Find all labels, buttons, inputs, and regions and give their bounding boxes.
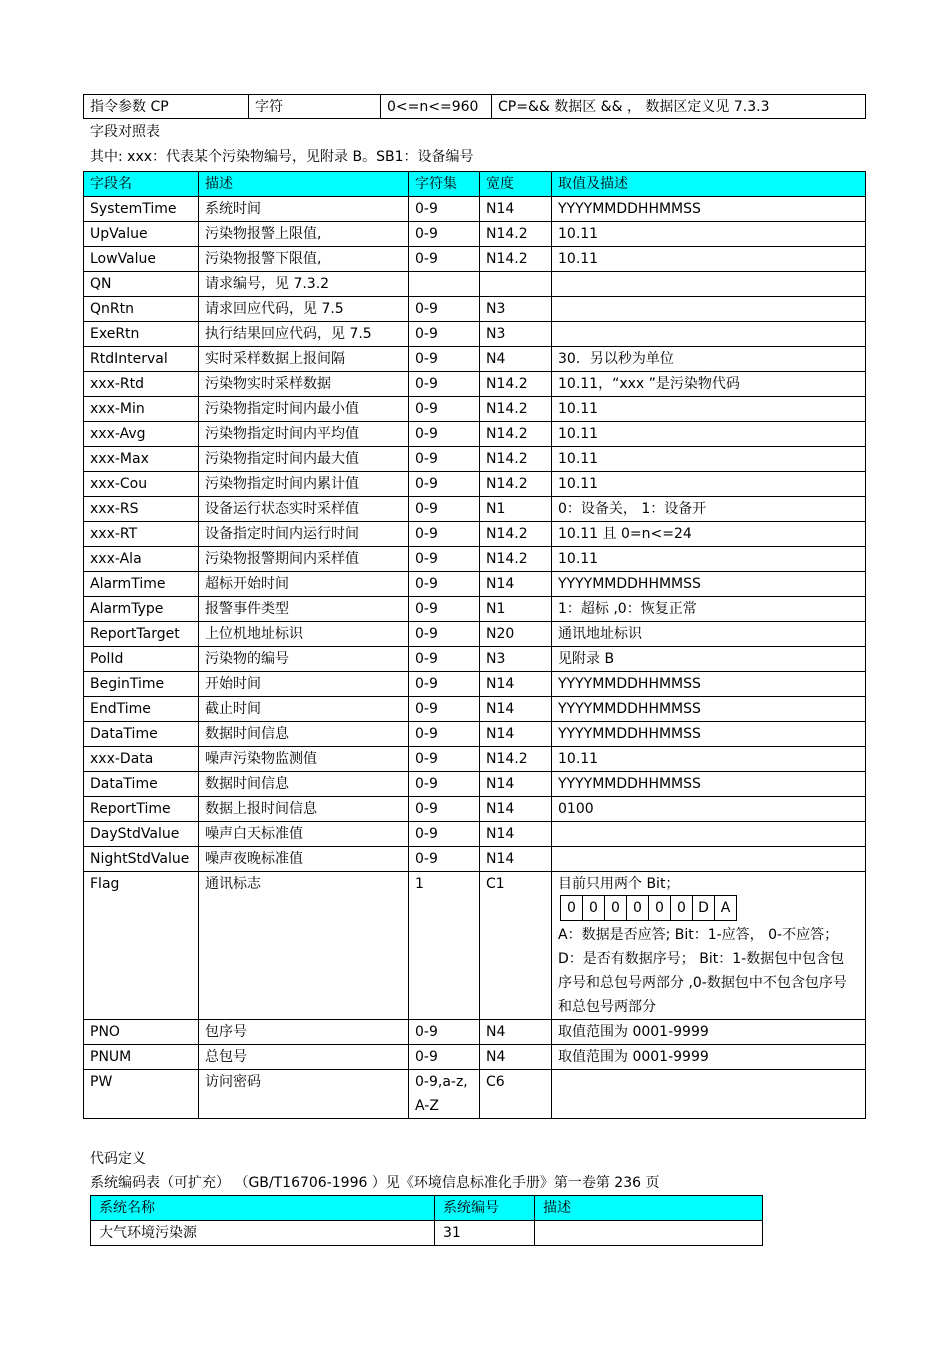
header-cell: 描述 [199,172,409,197]
command-param-table [83,94,866,119]
header-cell: 字符集 [409,172,480,197]
field-cell: N14.2 [480,522,552,547]
field-cell: 系统时间 [199,197,409,222]
field-cell: DataTime [84,772,199,797]
field-cell: N14.2 [480,472,552,497]
field-cell: 见附录 B [552,647,866,672]
field-cell: EndTime [84,697,199,722]
flag-bit: A [715,896,737,921]
system-code-header [91,1196,763,1221]
field-cell: N3 [480,297,552,322]
field-table [83,171,866,1119]
field-cell: 开始时间 [199,672,409,697]
flag-bit: 0 [561,896,583,921]
field-cell: 上位机地址标识 [199,622,409,647]
table-row [84,822,866,847]
header-cell: 宽度 [480,172,552,197]
field-cell: YYYYMMDDHHMMSS [552,572,866,597]
field-cell: xxx-Data [84,747,199,772]
field-cell: N14 [480,772,552,797]
field-cell: 噪声污染物监测值 [199,747,409,772]
table-row [84,197,866,222]
field-cell: 0-9 [409,622,480,647]
field-cell: xxx-Avg [84,422,199,447]
pw-desc: 访问密码 [199,1070,409,1119]
code-def-title: 代码定义 [90,1151,146,1167]
field-cell: 0-9 [409,672,480,697]
field-cell: N14 [480,197,552,222]
table-row [84,472,866,497]
field-cell: 污染物报警下限值, [199,247,409,272]
field-cell: 污染物指定时间内最小值 [199,397,409,422]
field-cell: 设备指定时间内运行时间 [199,522,409,547]
table-row [84,322,866,347]
field-cell: YYYYMMDDHHMMSS [552,772,866,797]
table-row [84,347,866,372]
field-cell: 截止时间 [199,697,409,722]
table-row [84,372,866,397]
field-cell: 数据时间信息 [199,722,409,747]
field-cell: 0-9 [409,372,480,397]
table-row [84,297,866,322]
field-cell: 请求回应代码，见 7.5 [199,297,409,322]
header-cell: 字段名 [84,172,199,197]
field-cell: 0：设备关， 1：设备开 [552,497,866,522]
field-cell: 0-9 [409,447,480,472]
field-cell: N14.2 [480,547,552,572]
field-cell: RtdInterval [84,347,199,372]
field-cell: N14.2 [480,222,552,247]
field-cell: N1 [480,597,552,622]
field-cell: 10.11 [552,422,866,447]
field-cell: YYYYMMDDHHMMSS [552,197,866,222]
field-cell: 10.11 且 0=n<=24 [552,522,866,547]
cmd-cell: 指令参数 CP [84,95,249,119]
field-cell: N14 [480,672,552,697]
table-row [84,747,866,772]
field-cell: 0-9 [409,247,480,272]
field-cell: BeginTime [84,672,199,697]
field-cell: DayStdValue [84,822,199,847]
field-cell [552,297,866,322]
field-cell: DataTime [84,722,199,747]
field-cell: SystemTime [84,197,199,222]
table-row [84,647,866,672]
field-cell: 10.11 [552,747,866,772]
field-cell: 0-9 [409,522,480,547]
field-cell: N3 [480,322,552,347]
field-cell: 0-9 [409,1045,480,1070]
field-cell: 取值范围为 0001-9999 [552,1020,866,1045]
field-cell: xxx-RT [84,522,199,547]
field-cell: N4 [480,1020,552,1045]
header-cell: 取值及描述 [552,172,866,197]
table-row [84,622,866,647]
field-cell: 数据上报时间信息 [199,797,409,822]
field-cell [552,822,866,847]
field-cell: N3 [480,647,552,672]
table-row [84,272,866,297]
field-cell [552,272,866,297]
table-row [84,772,866,797]
system-name-cell: 大气环境污染源 [91,1221,435,1246]
field-cell: 0-9 [409,347,480,372]
table-row [84,422,866,447]
field-cell: 0-9 [409,722,480,747]
field-cell: N14.2 [480,247,552,272]
field-cell: 0-9 [409,797,480,822]
field-cell: 污染物指定时间内累计值 [199,472,409,497]
field-cell: 噪声白天标准值 [199,822,409,847]
flag-bit: 0 [627,896,649,921]
field-cell: 污染物指定时间内最大值 [199,447,409,472]
field-cell: PNUM [84,1045,199,1070]
flag-intro: 目前只用两个 Bit； [558,876,680,892]
flag-bit: D [693,896,715,921]
field-cell: 10.11 [552,247,866,272]
field-cell [552,322,866,347]
field-cell: 0-9 [409,697,480,722]
field-cell: 0-9 [409,322,480,347]
pw-charset-line: A-Z [415,1098,439,1114]
field-cell: YYYYMMDDHHMMSS [552,697,866,722]
field-cell: 请求编号，见 7.3.2 [199,272,409,297]
field-cell [552,847,866,872]
field-cell: 0-9 [409,472,480,497]
field-table-note: 其中: xxx：代表某个污染物编号，见附录 B。SB1：设备编号 [90,149,474,165]
field-cell: 0-9 [409,772,480,797]
field-cell: 0-9 [409,597,480,622]
field-cell: 超标开始时间 [199,572,409,597]
field-cell: ReportTarget [84,622,199,647]
field-cell: YYYYMMDDHHMMSS [552,672,866,697]
field-cell: 0-9 [409,422,480,447]
table-row [84,397,866,422]
field-cell: N14 [480,722,552,747]
field-cell: 实时采样数据上报间隔 [199,347,409,372]
field-cell: N14 [480,797,552,822]
pw-charset [409,1070,480,1119]
field-cell: 污染物实时采样数据 [199,372,409,397]
field-cell: 10.11 [552,472,866,497]
field-cell: N14 [480,572,552,597]
pw-width: C6 [480,1070,552,1119]
table-row [84,572,866,597]
field-table-header [84,172,866,197]
field-cell: 报警事件类型 [199,597,409,622]
cmd-cell: 字符 [249,95,381,119]
field-cell: YYYYMMDDHHMMSS [552,722,866,747]
cmd-cell: 0<=n<=960 [381,95,492,119]
field-cell: PNO [84,1020,199,1045]
field-cell: xxx-Ala [84,547,199,572]
field-cell: N14 [480,847,552,872]
field-cell: 包序号 [199,1020,409,1045]
table-row [91,1221,763,1246]
field-cell: 10.11 [552,547,866,572]
field-table-title: 字段对照表 [90,124,160,140]
field-cell: 污染物报警上限值, [199,222,409,247]
system-desc-cell [535,1221,763,1246]
flag-charset: 1 [409,872,480,1020]
field-cell: 0100 [552,797,866,822]
field-cell: QnRtn [84,297,199,322]
table-row-flag [84,872,866,1020]
field-cell: 通讯地址标识 [552,622,866,647]
field-cell: UpValue [84,222,199,247]
field-cell: PolId [84,647,199,672]
system-code-table [90,1195,763,1246]
pw-name: PW [84,1070,199,1119]
field-cell: 0-9 [409,847,480,872]
table-row [84,522,866,547]
field-cell: N14.2 [480,397,552,422]
field-cell: 执行结果回应代码，见 7.5 [199,322,409,347]
flag-width: C1 [480,872,552,1020]
field-table-body [84,197,866,1119]
table-row [84,497,866,522]
table-row [84,722,866,747]
table-row [84,247,866,272]
cmd-cell: CP=&& 数据区 && ， 数据区定义见 7.3.3 [492,95,866,119]
flag-bit: 0 [605,896,627,921]
field-cell: 数据时间信息 [199,772,409,797]
field-cell: 设备运行状态实时采样值 [199,497,409,522]
flag-bits [560,895,737,921]
field-cell: N14 [480,822,552,847]
table-row-pw [84,1070,866,1119]
flag-bit: 0 [583,896,605,921]
field-cell: 污染物报警期间内采样值 [199,547,409,572]
field-cell: N4 [480,1045,552,1070]
field-cell: xxx-Max [84,447,199,472]
field-cell: N4 [480,347,552,372]
field-cell: 0-9 [409,297,480,322]
field-cell: xxx-Min [84,397,199,422]
field-cell: xxx-RS [84,497,199,522]
table-row [84,697,866,722]
field-cell: ReportTime [84,797,199,822]
field-cell: QN [84,272,199,297]
field-cell: 0-9 [409,397,480,422]
field-cell: 0-9 [409,647,480,672]
field-cell: 0-9 [409,547,480,572]
field-cell: N14.2 [480,447,552,472]
system-code-cell: 31 [435,1221,535,1246]
flag-bit: 0 [649,896,671,921]
sys-code-note: 系统编码表（可扩充） （GB/T16706-1996 ）见《环境信息标准化手册》第一卷第 236 页 [90,1175,660,1191]
field-cell: 10.11 [552,447,866,472]
pw-charset-line: 0-9,a-z, [415,1074,468,1090]
field-cell: 0-9 [409,222,480,247]
flag-name: Flag [84,872,199,1020]
field-cell: 10.11 [552,397,866,422]
field-cell [480,272,552,297]
field-cell: N1 [480,497,552,522]
table-row [84,672,866,697]
field-cell: N14 [480,697,552,722]
field-cell: 0-9 [409,822,480,847]
field-cell: 总包号 [199,1045,409,1070]
table-row [84,547,866,572]
field-cell: NightStdValue [84,847,199,872]
flag-bit: 0 [671,896,693,921]
pw-value [552,1070,866,1119]
flag-desc: 通讯标志 [199,872,409,1020]
command-param-row [84,95,866,119]
header-cell: 描述 [535,1196,763,1221]
field-cell: 30．另以秒为单位 [552,347,866,372]
field-cell: xxx-Cou [84,472,199,497]
field-cell: 污染物的编号 [199,647,409,672]
field-cell: N14.2 [480,422,552,447]
field-cell: AlarmType [84,597,199,622]
field-cell: 0-9 [409,1020,480,1045]
header-cell: 系统名称 [91,1196,435,1221]
field-cell: 10.11，“xxx ”是污染物代码 [552,372,866,397]
flag-detail: A：数据是否应答; Bit：1-应答， 0-不应答；D：是否有数据序号； Bit：1-数据包中包含包序号和总包号两部分 ,0-数据包中不包含包序号和总包号两部分 [558,927,847,1015]
field-cell: AlarmTime [84,572,199,597]
field-cell: 噪声夜晚标准值 [199,847,409,872]
field-cell: N14.2 [480,747,552,772]
field-cell: LowValue [84,247,199,272]
table-row [84,222,866,247]
flag-value [552,872,866,1020]
field-cell: 0-9 [409,497,480,522]
field-cell: 0-9 [409,197,480,222]
field-cell: ExeRtn [84,322,199,347]
field-cell: N14.2 [480,372,552,397]
field-cell: 10.11 [552,222,866,247]
table-row [84,797,866,822]
field-cell: 取值范围为 0001-9999 [552,1045,866,1070]
field-cell [409,272,480,297]
table-row [84,597,866,622]
table-row [84,1045,866,1070]
table-row [84,447,866,472]
field-cell: 污染物指定时间内平均值 [199,422,409,447]
field-cell: xxx-Rtd [84,372,199,397]
field-cell: 1：超标 ,0：恢复正常 [552,597,866,622]
field-cell: N20 [480,622,552,647]
field-cell: 0-9 [409,747,480,772]
table-row [84,1020,866,1045]
table-row [84,847,866,872]
field-cell: 0-9 [409,572,480,597]
header-cell: 系统编号 [435,1196,535,1221]
